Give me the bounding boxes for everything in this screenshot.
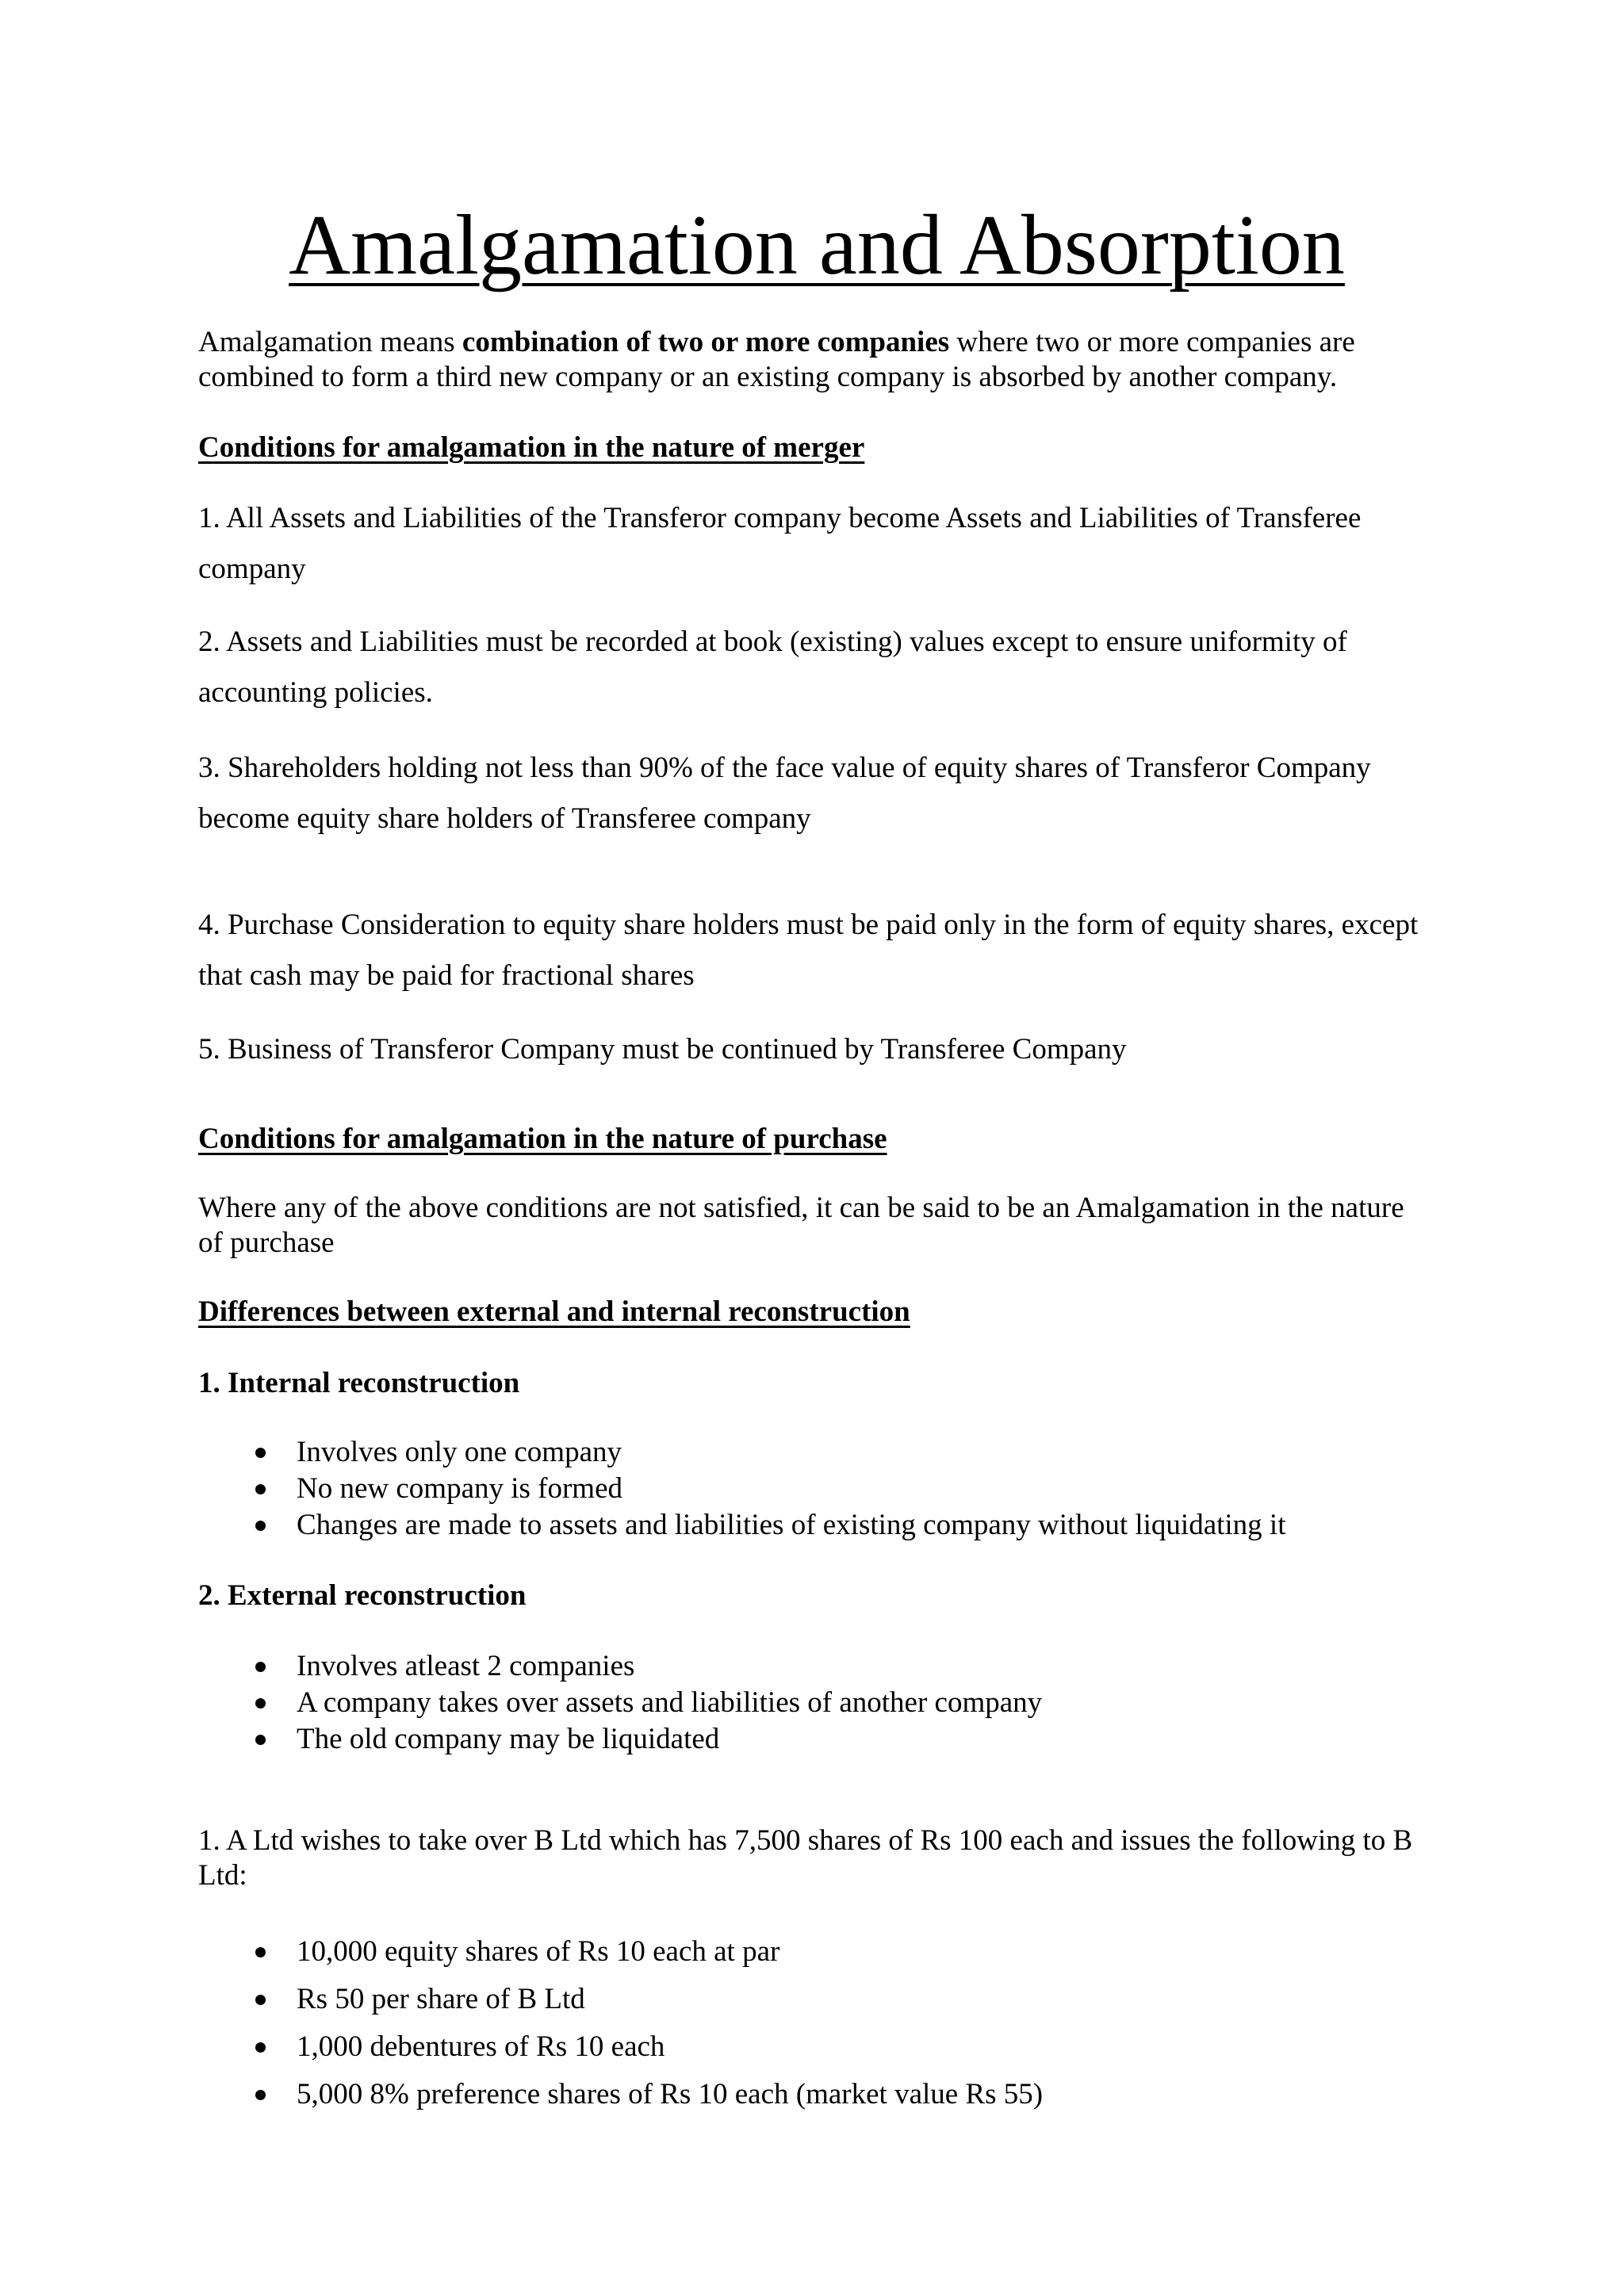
list-item: The old company may be liquidated (198, 1721, 1042, 1758)
merger-condition-1: 1. All Assets and Liabilities of the Transferor company become Assets and Liabilities of Transferee company (198, 502, 1362, 585)
bullet-icon (255, 1995, 266, 2005)
merger-condition-5: 5. Business of Transferor Company must be continued by Transferee Company (198, 1033, 1127, 1066)
differences-heading: Differences between external and internal reconstruction (198, 1295, 910, 1328)
purchase-heading: Conditions for amalgamation in the nature of purchase (198, 1123, 887, 1155)
list-item: Involves atleast 2 companies (198, 1648, 1042, 1685)
bullet-icon (255, 1735, 266, 1745)
merger-condition-4: 4. Purchase Consideration to equity share holders must be paid only in the form of equity shares, except that cash may be paid for fractional shares (198, 909, 1419, 992)
bullet-icon (255, 1521, 266, 1531)
list-item: Rs 50 per share of B Ltd (198, 1976, 1043, 2023)
list-item: 1,000 debentures of Rs 10 each (198, 2023, 1043, 2071)
bullet-icon (255, 1484, 266, 1494)
list-item: Involves only one company (198, 1434, 1286, 1471)
intro-text-start: Amalgamation means (198, 326, 462, 358)
intro-bold-phrase: combination of two or more companies (462, 326, 950, 358)
bullet-icon (255, 1662, 266, 1672)
bullet-icon (255, 1698, 266, 1709)
list-item: 5,000 8% preference shares of Rs 10 each (market value Rs 55) (198, 2071, 1043, 2118)
list-item: A company takes over assets and liabilities of another company (198, 1685, 1042, 1721)
intro-paragraph (198, 325, 1435, 395)
external-reconstruction-title: 2. External reconstruction (198, 1579, 527, 1612)
merger-heading: Conditions for amalgamation in the nature of merger (198, 431, 865, 464)
bullet-icon (255, 2042, 266, 2053)
internal-reconstruction-title: 1. Internal reconstruction (198, 1367, 520, 1399)
list-item: No new company is formed (198, 1471, 1286, 1507)
internal-reconstruction-list (198, 1434, 1286, 1544)
merger-condition-2: 2. Assets and Liabilities must be recorded at book (existing) values except to ensure uniformity of accounting policies. (198, 626, 1347, 709)
purchase-paragraph: Where any of the above conditions are not satisfied, it can be said to be an Amalgamation in the nature of purchase (198, 1192, 1404, 1259)
bullet-icon (255, 2090, 266, 2100)
example-list (198, 1928, 1043, 2118)
bullet-icon (255, 1947, 266, 1957)
bullet-icon (255, 1448, 266, 1458)
document-title: Amalgamation and Absorption (289, 198, 1345, 293)
example-paragraph: 1. A Ltd wishes to take over B Ltd which has 7,500 shares of Rs 100 each and issues the following to B Ltd: (198, 1824, 1413, 1892)
list-item: 10,000 equity shares of Rs 10 each at par (198, 1928, 1043, 1976)
list-item: Changes are made to assets and liabilities of existing company without liquidating it (198, 1507, 1286, 1544)
merger-condition-3: 3. Shareholders holding not less than 90% of the face value of equity shares of Transferor Company become equity share holders of Transferee company (198, 752, 1371, 835)
external-reconstruction-list (198, 1648, 1042, 1758)
intro-text-end: where two or more companies are combined to form a third new company or an existing company is absorbed by another company. (198, 326, 1355, 393)
